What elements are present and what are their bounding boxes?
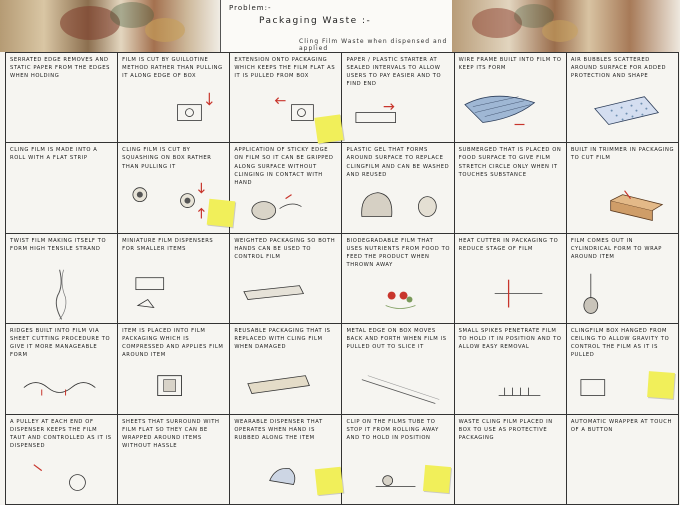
idea-caption: FILM COMES OUT IN CYLINDRICAL FORM TO WRAP AROUND ITEM [570,237,662,260]
pulley-icon [6,415,117,504]
idea-cell [342,234,454,324]
sticky-note [314,114,343,143]
metal-edge-icon [342,324,453,413]
idea-cell [230,234,342,324]
idea-caption: SERRATED EDGE REMOVES AND STATIC PAPER FROM THE EDGES WHEN HOLDING [10,57,111,80]
idea-caption: WASTE CLING FILM PLACED IN BOX TO USE AS PROTECTIVE PACKAGING [458,418,553,441]
idea-cell [6,415,118,505]
idea-cell [6,143,118,233]
idea-cell [567,143,679,233]
idea-caption: RIDGES BUILT INTO FILM VIA SHEET CUTTING PROCEDURE TO GIVE IT MORE MANAGEABLE FORM [10,328,111,359]
idea-caption: CLING FILM IS MADE INTO A ROLL WITH A FLAT STRIP [10,147,98,162]
starter-strip-icon [342,53,453,142]
page-title: Packaging Waste :- [259,16,372,26]
heat-cutter-icon [455,234,566,323]
idea-caption: AUTOMATIC WRAPPER AT TOUCH OF A BUTTON [570,418,673,433]
sticky-note [315,467,344,496]
idea-caption: EXTENSION ONTO PACKAGING WHICH KEEPS THE FILM FLAT AS IT IS PULLED FROM BOX [234,57,336,80]
sticky-note [647,371,675,399]
weighted-box-icon [230,234,341,323]
idea-caption: MINIATURE FILM DISPENSERS FOR SMALLER ITEMS [122,237,214,252]
idea-cell [455,53,567,143]
idea-caption: SMALL SPIKES PENETRATE FILM TO HOLD IT IN POSITION AND TO ALLOW EASY REMOVAL [458,328,562,351]
idea-cell [342,324,454,414]
idea-cell [342,143,454,233]
ridged-strip-icon [6,324,117,413]
idea-cell [567,324,679,414]
idea-caption: A PULLEY AT EACH END OF DISPENSER KEEPS THE FILM TAUT AND CONTROLLED AS IT IS DISPENSED [10,418,112,449]
idea-cell [455,143,567,233]
idea-caption: METAL EDGE ON BOX MOVES BACK AND FORTH WHEN FILM IS PULLED OUT TO SLICE IT [346,328,447,351]
idea-cell [6,234,118,324]
idea-cell [455,324,567,414]
idea-caption: TWIST FILM MAKING ITSELF TO FORM HIGH TENSILE STRAND [10,237,107,252]
idea-caption: BUILT IN TRIMMER IN PACKAGING TO CUT FILM [570,147,675,162]
idea-cell [567,53,679,143]
photo-banner-right [452,0,680,52]
idea-caption: APPLICATION OF STICKY EDGE ON FILM SO IT CAN BE GRIPPED ALONG SURFACE WITHOUT CLINGING IN CONTACT WITH HAND [234,147,334,186]
idea-cell [455,234,567,324]
idea-caption: ITEM IS PLACED INTO FILM PACKAGING WHICH IS COMPRESSED AND APPLIES FILM AROUND ITEM [122,328,224,359]
gel-cover-icon [342,143,453,232]
idea-cell [118,53,230,143]
idea-caption: WIRE FRAME BUILT INTO FILM TO KEEP ITS FORM [458,57,562,72]
idea-cell [567,415,679,505]
idea-cell [118,234,230,324]
twisted-strand-icon [6,234,117,323]
idea-caption: CLINGFILM BOX HANGED FROM CEILING TO ALLOW GRAVITY TO CONTROL THE FILM AS IT IS PULLED [570,328,670,359]
idea-caption: FILM IS CUT BY GUILLOTINE METHOD RATHER THAN PULLING IT ALONG EDGE OF BOX [122,57,223,80]
idea-cell [6,53,118,143]
mini-dispenser-icon [118,234,229,323]
sticky-note [423,465,451,493]
idea-cell [118,324,230,414]
reusable-box-icon [230,324,341,413]
hanging-box-icon [567,324,678,413]
bubble-sheet-icon [567,53,678,142]
idea-caption: SHEETS THAT SURROUND WITH FILM FLAT SO THEY CAN BE WRAPPED AROUND ITEMS WITHOUT HASSLE [122,418,220,449]
idea-caption: SUBMERGED THAT IS PLACED ON FOOD SURFACE TO GIVE FILM STRETCH CIRCLE ONLY WHEN IT TOUCHES SUBSTANCE [458,147,562,178]
idea-cell [118,415,230,505]
food-items-icon [342,234,453,323]
idea-caption: BIODEGRADABLE FILM THAT USES NUTRIENTS FROM FOOD TO FEED THE PRODUCT WHEN THROWN AWAY [346,237,451,268]
hand-grip-icon [230,143,341,232]
idea-grid [5,52,679,505]
idea-cell [230,324,342,414]
trimmer-box-icon [567,143,678,232]
idea-caption: CLING FILM IS CUT BY SQUASHING ON BOX RATHER THAN PULLING IT [122,147,212,170]
page-subtitle: Cling Film Waste when dispensed and applied [299,38,448,52]
sticky-note [207,199,236,228]
idea-cell [342,53,454,143]
idea-cell [6,324,118,414]
spikes-icon [455,324,566,413]
title-box [220,0,454,52]
idea-caption: PLASTIC GEL THAT FORMS AROUND SURFACE TO REPLACE CLINGFILM AND CAN BE WASHED AND REUSED [346,147,450,178]
idea-caption: PAPER / PLASTIC STARTER AT SEALED INTERVALS TO ALLOW USERS TO PAY EASIER AND TO FIND END [346,57,442,88]
idea-cell [455,415,567,505]
idea-caption: REUSABLE PACKAGING THAT IS REPLACED WITH CLING FILM WHEN DAMAGED [234,328,331,351]
idea-caption: AIR BUBBLES SCATTERED AROUND SURFACE FOR ADDED PROTECTION AND SHAPE [570,57,667,80]
idea-cell [230,143,342,233]
idea-caption: WEARABLE DISPENSER THAT OPERATES WHEN HAND IS RUBBED ALONG THE ITEM [234,418,323,441]
problem-label: Problem:- [229,4,272,12]
wire-frame-sheet-icon [455,53,566,142]
compress-frame-icon [118,324,229,413]
idea-caption: HEAT CUTTER IN PACKAGING TO REDUCE STAGE OF FILM [458,237,559,252]
photo-banner-left [0,0,220,52]
cylinder-film-icon [567,234,678,323]
guillotine-box-icon [118,53,229,142]
idea-cell [567,234,679,324]
idea-caption: CLIP ON THE FILMS TUBE TO STOP IT FROM ROLLING AWAY AND TO HOLD IN POSITION [346,418,439,441]
idea-caption: WEIGHTED PACKAGING SO BOTH HANDS CAN BE USED TO CONTROL FILM [234,237,336,260]
